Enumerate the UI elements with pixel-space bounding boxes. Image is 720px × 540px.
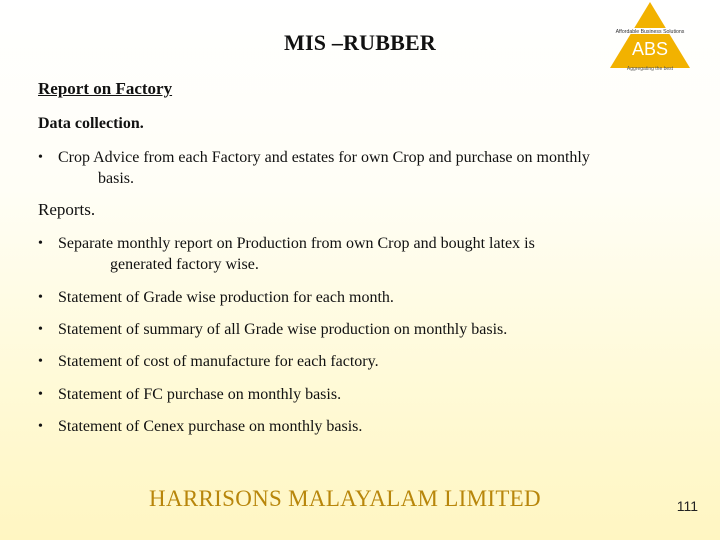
logo-tagline: Affordable Business Solutions <box>615 29 685 35</box>
data-collection-heading: Data collection. <box>38 115 144 132</box>
report-heading: Report on Factory <box>38 79 173 98</box>
bullet-icon: • <box>38 419 43 434</box>
bullet-icon: • <box>38 322 43 337</box>
list-item-text: Statement of FC purchase on monthly basis. <box>58 386 342 403</box>
bullet-icon: • <box>38 290 43 305</box>
page-title: MIS –RUBBER <box>284 30 436 55</box>
list-item-continuation: basis. <box>98 170 134 187</box>
list-item-text: Statement of Cenex purchase on monthly basis. <box>58 418 363 435</box>
list-item <box>38 416 678 437</box>
list-item-continuation: generated factory wise. <box>110 256 259 273</box>
list-item <box>38 233 678 275</box>
list-item <box>38 147 678 189</box>
list-item <box>38 384 678 405</box>
list-item-text: Statement of Grade wise production for each month. <box>58 289 394 306</box>
company-footer: HARRISONS MALAYALAM LIMITED <box>149 486 541 511</box>
bullet-icon: • <box>38 236 43 251</box>
logo-letters: ABS <box>631 39 669 59</box>
list-item <box>38 287 678 308</box>
list-item <box>38 351 678 372</box>
page-number: 111 <box>676 498 698 514</box>
reports-heading: Reports. <box>38 200 96 219</box>
abs-logo <box>610 2 690 72</box>
list-item-text: Separate monthly report on Production from own Crop and bought latex is <box>58 235 535 252</box>
bullet-icon: • <box>38 354 43 369</box>
list-item-text: Statement of cost of manufacture for each factory. <box>58 353 379 370</box>
list-item <box>38 319 678 340</box>
list-item-text: Statement of summary of all Grade wise production on monthly basis. <box>58 321 508 338</box>
bullet-icon: • <box>38 150 43 165</box>
bullet-icon: • <box>38 387 43 402</box>
logo-subline: Aggregating the best <box>626 66 674 72</box>
list-item-text: Crop Advice from each Factory and estates for own Crop and purchase on monthly <box>58 149 590 166</box>
